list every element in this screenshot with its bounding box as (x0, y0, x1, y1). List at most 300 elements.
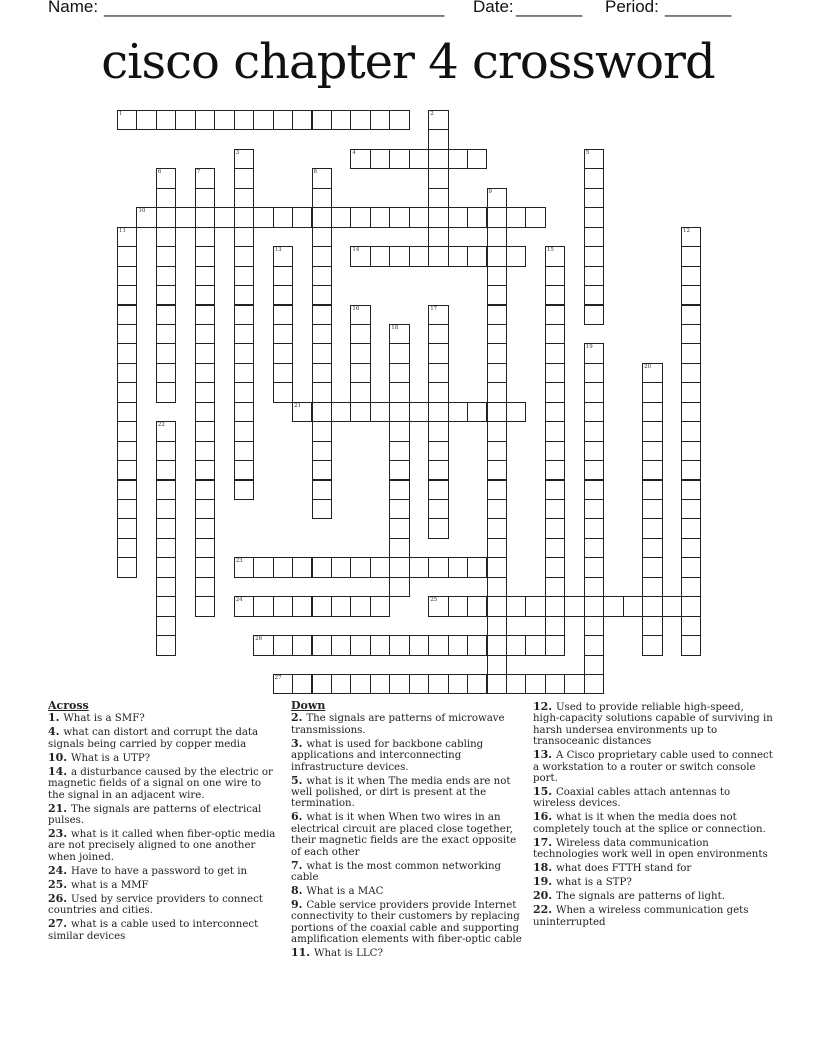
crossword-cell[interactable] (487, 266, 507, 286)
crossword-cell[interactable] (467, 557, 487, 577)
crossword-cell[interactable] (428, 480, 448, 500)
crossword-cell[interactable] (350, 363, 370, 383)
crossword-cell[interactable] (584, 421, 604, 441)
crossword-cell[interactable] (584, 635, 604, 655)
crossword-cell[interactable] (584, 557, 604, 577)
crossword-cell[interactable] (156, 168, 176, 188)
crossword-cell[interactable] (312, 305, 332, 325)
crossword-cell[interactable] (195, 305, 215, 325)
crossword-cell[interactable] (195, 188, 215, 208)
crossword-cell[interactable] (273, 596, 293, 616)
crossword-cell[interactable] (681, 441, 701, 461)
crossword-cell[interactable] (428, 460, 448, 480)
crossword-cell[interactable] (292, 596, 312, 616)
crossword-cell[interactable] (487, 421, 507, 441)
crossword-cell[interactable] (545, 557, 565, 577)
crossword-cell[interactable] (487, 577, 507, 597)
crossword-cell[interactable] (195, 480, 215, 500)
crossword-cell[interactable] (331, 674, 351, 694)
crossword-cell[interactable] (642, 616, 662, 636)
crossword-cell[interactable] (584, 363, 604, 383)
crossword-cell[interactable] (370, 402, 390, 422)
crossword-cell[interactable] (195, 577, 215, 597)
crossword-cell[interactable] (681, 246, 701, 266)
crossword-cell[interactable] (428, 305, 448, 325)
crossword-cell[interactable] (467, 674, 487, 694)
crossword-cell[interactable] (350, 557, 370, 577)
crossword-cell[interactable] (545, 421, 565, 441)
crossword-cell[interactable] (681, 460, 701, 480)
crossword-cell[interactable] (312, 441, 332, 461)
crossword-cell[interactable] (273, 635, 293, 655)
crossword-cell[interactable] (448, 557, 468, 577)
crossword-cell[interactable] (234, 382, 254, 402)
crossword-cell[interactable] (506, 635, 526, 655)
crossword-cell[interactable] (428, 596, 448, 616)
crossword-cell[interactable] (545, 324, 565, 344)
crossword-cell[interactable] (156, 324, 176, 344)
crossword-cell[interactable] (312, 499, 332, 519)
crossword-cell[interactable] (389, 518, 409, 538)
crossword-cell[interactable] (312, 110, 332, 130)
crossword-cell[interactable] (545, 363, 565, 383)
crossword-cell[interactable] (331, 596, 351, 616)
crossword-cell[interactable] (312, 266, 332, 286)
crossword-cell[interactable] (312, 382, 332, 402)
crossword-cell[interactable] (467, 402, 487, 422)
crossword-cell[interactable] (312, 285, 332, 305)
crossword-cell[interactable] (370, 246, 390, 266)
crossword-cell[interactable] (370, 596, 390, 616)
period-blank-field[interactable]: _______ (665, 0, 732, 17)
crossword-cell[interactable] (350, 674, 370, 694)
crossword-cell[interactable] (156, 616, 176, 636)
crossword-cell[interactable] (234, 285, 254, 305)
crossword-cell[interactable] (195, 421, 215, 441)
crossword-cell[interactable] (584, 538, 604, 558)
crossword-cell[interactable] (156, 343, 176, 363)
crossword-cell[interactable] (584, 499, 604, 519)
crossword-cell[interactable] (642, 421, 662, 441)
crossword-cell[interactable] (642, 499, 662, 519)
crossword-cell[interactable] (117, 557, 137, 577)
crossword-cell[interactable] (487, 382, 507, 402)
crossword-cell[interactable] (195, 246, 215, 266)
crossword-cell[interactable] (389, 421, 409, 441)
crossword-cell[interactable] (428, 557, 448, 577)
crossword-cell[interactable] (195, 499, 215, 519)
crossword-cell[interactable] (428, 635, 448, 655)
crossword-cell[interactable] (642, 518, 662, 538)
crossword-cell[interactable] (428, 129, 448, 149)
crossword-cell[interactable] (487, 480, 507, 500)
crossword-cell[interactable] (584, 596, 604, 616)
crossword-cell[interactable] (175, 207, 195, 227)
crossword-cell[interactable] (487, 343, 507, 363)
crossword-cell[interactable] (331, 557, 351, 577)
crossword-cell[interactable] (545, 246, 565, 266)
crossword-cell[interactable] (487, 207, 507, 227)
crossword-cell[interactable] (525, 635, 545, 655)
crossword-cell[interactable] (253, 635, 273, 655)
crossword-cell[interactable] (428, 421, 448, 441)
crossword-cell[interactable] (584, 577, 604, 597)
crossword-cell[interactable] (117, 421, 137, 441)
crossword-cell[interactable] (234, 207, 254, 227)
crossword-cell[interactable] (273, 207, 293, 227)
crossword-cell[interactable] (370, 674, 390, 694)
crossword-cell[interactable] (156, 499, 176, 519)
crossword-cell[interactable] (409, 246, 429, 266)
crossword-cell[interactable] (545, 499, 565, 519)
crossword-cell[interactable] (312, 207, 332, 227)
crossword-cell[interactable] (195, 596, 215, 616)
date-blank-field[interactable]: _______ (516, 0, 583, 17)
crossword-cell[interactable] (681, 343, 701, 363)
crossword-cell[interactable] (584, 382, 604, 402)
crossword-cell[interactable] (312, 168, 332, 188)
crossword-cell[interactable] (195, 382, 215, 402)
crossword-cell[interactable] (487, 596, 507, 616)
crossword-cell[interactable] (448, 674, 468, 694)
crossword-cell[interactable] (584, 207, 604, 227)
crossword-cell[interactable] (312, 596, 332, 616)
crossword-cell[interactable] (525, 207, 545, 227)
crossword-cell[interactable] (389, 460, 409, 480)
crossword-cell[interactable] (292, 557, 312, 577)
crossword-cell[interactable] (409, 557, 429, 577)
crossword-cell[interactable] (117, 285, 137, 305)
crossword-cell[interactable] (681, 363, 701, 383)
crossword-cell[interactable] (662, 596, 682, 616)
crossword-cell[interactable] (156, 557, 176, 577)
crossword-cell[interactable] (156, 596, 176, 616)
crossword-cell[interactable] (253, 110, 273, 130)
crossword-cell[interactable] (428, 363, 448, 383)
crossword-cell[interactable] (195, 402, 215, 422)
crossword-cell[interactable] (331, 635, 351, 655)
crossword-cell[interactable] (545, 635, 565, 655)
crossword-cell[interactable] (389, 674, 409, 694)
crossword-cell[interactable] (195, 285, 215, 305)
crossword-cell[interactable] (195, 557, 215, 577)
crossword-cell[interactable] (681, 596, 701, 616)
crossword-cell[interactable] (331, 402, 351, 422)
crossword-cell[interactable] (312, 460, 332, 480)
crossword-cell[interactable] (642, 441, 662, 461)
crossword-cell[interactable] (292, 207, 312, 227)
crossword-cell[interactable] (234, 343, 254, 363)
crossword-cell[interactable] (584, 343, 604, 363)
crossword-cell[interactable] (117, 305, 137, 325)
crossword-cell[interactable] (681, 402, 701, 422)
crossword-cell[interactable] (370, 635, 390, 655)
crossword-cell[interactable] (117, 266, 137, 286)
crossword-cell[interactable] (584, 188, 604, 208)
crossword-cell[interactable] (545, 596, 565, 616)
crossword-cell[interactable] (681, 480, 701, 500)
crossword-cell[interactable] (312, 227, 332, 247)
crossword-cell[interactable] (234, 149, 254, 169)
crossword-cell[interactable] (156, 441, 176, 461)
crossword-cell[interactable] (117, 499, 137, 519)
crossword-cell[interactable] (428, 227, 448, 247)
crossword-cell[interactable] (487, 655, 507, 675)
crossword-cell[interactable] (545, 285, 565, 305)
crossword-cell[interactable] (681, 635, 701, 655)
crossword-cell[interactable] (467, 207, 487, 227)
crossword-cell[interactable] (312, 674, 332, 694)
crossword-cell[interactable] (117, 382, 137, 402)
crossword-cell[interactable] (409, 149, 429, 169)
crossword-cell[interactable] (642, 402, 662, 422)
crossword-cell[interactable] (234, 168, 254, 188)
crossword-cell[interactable] (487, 518, 507, 538)
crossword-cell[interactable] (117, 110, 137, 130)
crossword-cell[interactable] (428, 499, 448, 519)
crossword-cell[interactable] (234, 110, 254, 130)
crossword-cell[interactable] (428, 110, 448, 130)
crossword-cell[interactable] (273, 557, 293, 577)
crossword-cell[interactable] (370, 557, 390, 577)
crossword-cell[interactable] (234, 305, 254, 325)
crossword-cell[interactable] (117, 246, 137, 266)
crossword-cell[interactable] (389, 402, 409, 422)
crossword-cell[interactable] (312, 363, 332, 383)
crossword-cell[interactable] (312, 421, 332, 441)
crossword-cell[interactable] (681, 538, 701, 558)
crossword-cell[interactable] (156, 538, 176, 558)
crossword-cell[interactable] (350, 246, 370, 266)
crossword-cell[interactable] (195, 110, 215, 130)
crossword-cell[interactable] (312, 557, 332, 577)
crossword-cell[interactable] (448, 207, 468, 227)
crossword-cell[interactable] (487, 460, 507, 480)
crossword-cell[interactable] (389, 110, 409, 130)
crossword-cell[interactable] (273, 285, 293, 305)
crossword-cell[interactable] (389, 538, 409, 558)
crossword-cell[interactable] (195, 324, 215, 344)
crossword-cell[interactable] (234, 421, 254, 441)
crossword-cell[interactable] (389, 343, 409, 363)
crossword-cell[interactable] (584, 674, 604, 694)
crossword-cell[interactable] (584, 285, 604, 305)
crossword-cell[interactable] (389, 207, 409, 227)
crossword-cell[interactable] (428, 149, 448, 169)
crossword-cell[interactable] (681, 518, 701, 538)
crossword-cell[interactable] (253, 596, 273, 616)
crossword-cell[interactable] (428, 382, 448, 402)
crossword-cell[interactable] (331, 110, 351, 130)
crossword-cell[interactable] (312, 480, 332, 500)
crossword-cell[interactable] (234, 596, 254, 616)
crossword-cell[interactable] (350, 402, 370, 422)
crossword-cell[interactable] (584, 149, 604, 169)
crossword-cell[interactable] (312, 324, 332, 344)
crossword-cell[interactable] (195, 460, 215, 480)
crossword-cell[interactable] (350, 110, 370, 130)
crossword-cell[interactable] (195, 538, 215, 558)
crossword-cell[interactable] (156, 382, 176, 402)
crossword-cell[interactable] (409, 674, 429, 694)
crossword-cell[interactable] (487, 305, 507, 325)
crossword-cell[interactable] (389, 363, 409, 383)
crossword-cell[interactable] (350, 305, 370, 325)
crossword-cell[interactable] (156, 635, 176, 655)
crossword-cell[interactable] (389, 499, 409, 519)
crossword-cell[interactable] (234, 246, 254, 266)
crossword-cell[interactable] (584, 246, 604, 266)
crossword-cell[interactable] (117, 480, 137, 500)
crossword-cell[interactable] (487, 227, 507, 247)
crossword-cell[interactable] (681, 577, 701, 597)
crossword-cell[interactable] (273, 246, 293, 266)
crossword-cell[interactable] (350, 324, 370, 344)
crossword-cell[interactable] (564, 674, 584, 694)
crossword-cell[interactable] (234, 402, 254, 422)
crossword-cell[interactable] (350, 343, 370, 363)
crossword-cell[interactable] (234, 460, 254, 480)
crossword-cell[interactable] (312, 635, 332, 655)
crossword-cell[interactable] (428, 402, 448, 422)
crossword-cell[interactable] (487, 674, 507, 694)
crossword-cell[interactable] (584, 480, 604, 500)
crossword-cell[interactable] (681, 266, 701, 286)
crossword-cell[interactable] (545, 616, 565, 636)
crossword-cell[interactable] (389, 246, 409, 266)
crossword-cell[interactable] (214, 207, 234, 227)
crossword-cell[interactable] (312, 402, 332, 422)
crossword-cell[interactable] (389, 324, 409, 344)
crossword-cell[interactable] (117, 324, 137, 344)
crossword-cell[interactable] (506, 207, 526, 227)
crossword-cell[interactable] (584, 441, 604, 461)
crossword-cell[interactable] (292, 110, 312, 130)
crossword-cell[interactable] (312, 246, 332, 266)
crossword-cell[interactable] (350, 635, 370, 655)
crossword-cell[interactable] (642, 596, 662, 616)
crossword-cell[interactable] (545, 577, 565, 597)
crossword-cell[interactable] (156, 480, 176, 500)
crossword-cell[interactable] (428, 324, 448, 344)
crossword-cell[interactable] (312, 343, 332, 363)
crossword-cell[interactable] (525, 674, 545, 694)
crossword-cell[interactable] (389, 557, 409, 577)
crossword-cell[interactable] (273, 266, 293, 286)
crossword-cell[interactable] (428, 246, 448, 266)
crossword-cell[interactable] (545, 538, 565, 558)
crossword-cell[interactable] (642, 382, 662, 402)
crossword-cell[interactable] (487, 441, 507, 461)
crossword-cell[interactable] (117, 460, 137, 480)
crossword-cell[interactable] (156, 188, 176, 208)
crossword-cell[interactable] (156, 266, 176, 286)
crossword-cell[interactable] (253, 557, 273, 577)
crossword-cell[interactable] (487, 285, 507, 305)
crossword-cell[interactable] (545, 518, 565, 538)
crossword-cell[interactable] (156, 460, 176, 480)
crossword-cell[interactable] (156, 421, 176, 441)
crossword-cell[interactable] (117, 518, 137, 538)
crossword-cell[interactable] (506, 246, 526, 266)
crossword-cell[interactable] (156, 246, 176, 266)
crossword-cell[interactable] (370, 149, 390, 169)
name-blank-field[interactable]: ____________________________________ (104, 0, 445, 17)
crossword-cell[interactable] (409, 207, 429, 227)
crossword-cell[interactable] (312, 188, 332, 208)
crossword-cell[interactable] (389, 635, 409, 655)
crossword-cell[interactable] (467, 635, 487, 655)
crossword-cell[interactable] (584, 616, 604, 636)
crossword-cell[interactable] (273, 110, 293, 130)
crossword-cell[interactable] (642, 538, 662, 558)
crossword-cell[interactable] (292, 635, 312, 655)
crossword-cell[interactable] (117, 441, 137, 461)
crossword-cell[interactable] (234, 324, 254, 344)
crossword-cell[interactable] (642, 460, 662, 480)
crossword-cell[interactable] (642, 635, 662, 655)
crossword-cell[interactable] (428, 441, 448, 461)
crossword-cell[interactable] (506, 402, 526, 422)
crossword-cell[interactable] (487, 616, 507, 636)
crossword-cell[interactable] (545, 402, 565, 422)
crossword-cell[interactable] (195, 343, 215, 363)
crossword-cell[interactable] (428, 518, 448, 538)
crossword-cell[interactable] (234, 188, 254, 208)
crossword-cell[interactable] (487, 499, 507, 519)
crossword-cell[interactable] (681, 227, 701, 247)
crossword-cell[interactable] (156, 207, 176, 227)
crossword-cell[interactable] (350, 149, 370, 169)
crossword-cell[interactable] (448, 596, 468, 616)
crossword-cell[interactable] (292, 402, 312, 422)
crossword-cell[interactable] (273, 305, 293, 325)
crossword-cell[interactable] (584, 168, 604, 188)
crossword-cell[interactable] (681, 557, 701, 577)
crossword-cell[interactable] (487, 246, 507, 266)
crossword-cell[interactable] (448, 149, 468, 169)
crossword-cell[interactable] (642, 480, 662, 500)
crossword-cell[interactable] (195, 441, 215, 461)
crossword-cell[interactable] (273, 324, 293, 344)
crossword-cell[interactable] (234, 441, 254, 461)
crossword-cell[interactable] (389, 577, 409, 597)
crossword-cell[interactable] (428, 343, 448, 363)
crossword-cell[interactable] (545, 460, 565, 480)
crossword-cell[interactable] (487, 538, 507, 558)
crossword-cell[interactable] (117, 227, 137, 247)
crossword-cell[interactable] (545, 480, 565, 500)
crossword-cell[interactable] (487, 402, 507, 422)
crossword-cell[interactable] (428, 207, 448, 227)
crossword-cell[interactable] (156, 577, 176, 597)
crossword-cell[interactable] (584, 227, 604, 247)
crossword-cell[interactable] (545, 343, 565, 363)
crossword-cell[interactable] (117, 343, 137, 363)
crossword-cell[interactable] (467, 149, 487, 169)
crossword-cell[interactable] (389, 382, 409, 402)
crossword-cell[interactable] (545, 266, 565, 286)
crossword-cell[interactable] (428, 168, 448, 188)
crossword-cell[interactable] (487, 188, 507, 208)
crossword-cell[interactable] (487, 635, 507, 655)
crossword-cell[interactable] (234, 227, 254, 247)
crossword-cell[interactable] (195, 207, 215, 227)
crossword-cell[interactable] (584, 518, 604, 538)
crossword-cell[interactable] (253, 207, 273, 227)
crossword-cell[interactable] (117, 402, 137, 422)
crossword-cell[interactable] (156, 110, 176, 130)
